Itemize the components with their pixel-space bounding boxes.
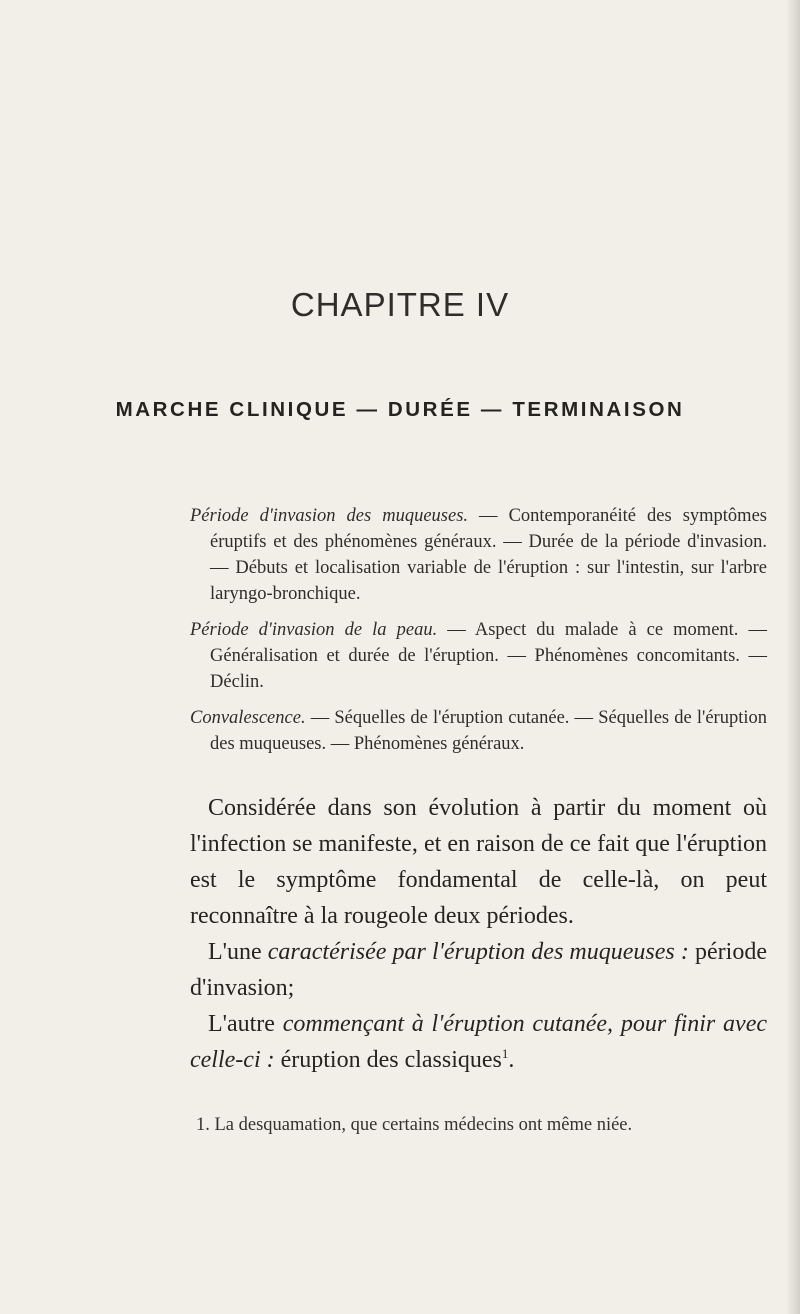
body-text (190, 790, 767, 1078)
summary-text: — Séquelles de l'éruption cutanée. — Séquelles de l'éruption des muqueuses. — Phénomènes généraux. (210, 708, 767, 754)
footnote-reference[interactable]: 1 (501, 1046, 509, 1061)
chapter-subtitle: MARCHE CLINIQUE — DURÉE — TERMINAISON (115, 398, 685, 421)
body-text-run: . (508, 1047, 515, 1073)
body-text-run: éruption des classiques (274, 1047, 502, 1073)
summary-text: — Contemporanéité des symptômes éruptifs et des phénomènes généraux. — Durée de la période d'invasion. — Débuts et localisation variable de l'éruption : sur l'intestin, sur l'arbre laryngo-bronchique. (210, 506, 767, 604)
footnote (196, 1113, 776, 1137)
summary-paragraph (190, 617, 767, 695)
body-paragraph (190, 934, 767, 1006)
body-text-run: L'une (208, 939, 268, 965)
chapter-title: CHAPITRE IV (290, 286, 510, 323)
page-edge-shadow (786, 0, 800, 1314)
summary-lead: Période d'invasion des muqueuses. (190, 506, 469, 526)
body-italic-run: commençant à l'éruption cutanée, pour finir avec celle-ci : (190, 1011, 767, 1073)
summary-lead: Convalescence. (190, 708, 306, 728)
footnote-number: 1. (196, 1115, 210, 1135)
footnote-text: La desquamation, que certains médecins ont même niée. (214, 1115, 633, 1135)
body-paragraph (190, 1006, 767, 1078)
body-text-run: période d'invasion; (190, 939, 767, 1001)
summary-paragraph (190, 705, 767, 757)
body-text-run: L'autre (208, 1011, 283, 1037)
summary-paragraph (190, 503, 767, 607)
body-paragraph: Considérée dans son évolution à partir du moment où l'infection se manifeste, et en raison de ce fait que l'éruption est le symptôme fondamental de celle-là, on peut reconnaître à la rougeole deux périodes. (190, 795, 767, 929)
summary-lead: Période d'invasion de la peau. (190, 620, 438, 640)
summary-text: — Aspect du malade à ce moment. — Généralisation et durée de l'éruption. — Phénomènes concomitants. — Déclin. (210, 620, 767, 692)
body-italic-run: caractérisée par l'éruption des muqueuses : (267, 939, 689, 965)
chapter-summary (190, 503, 767, 767)
